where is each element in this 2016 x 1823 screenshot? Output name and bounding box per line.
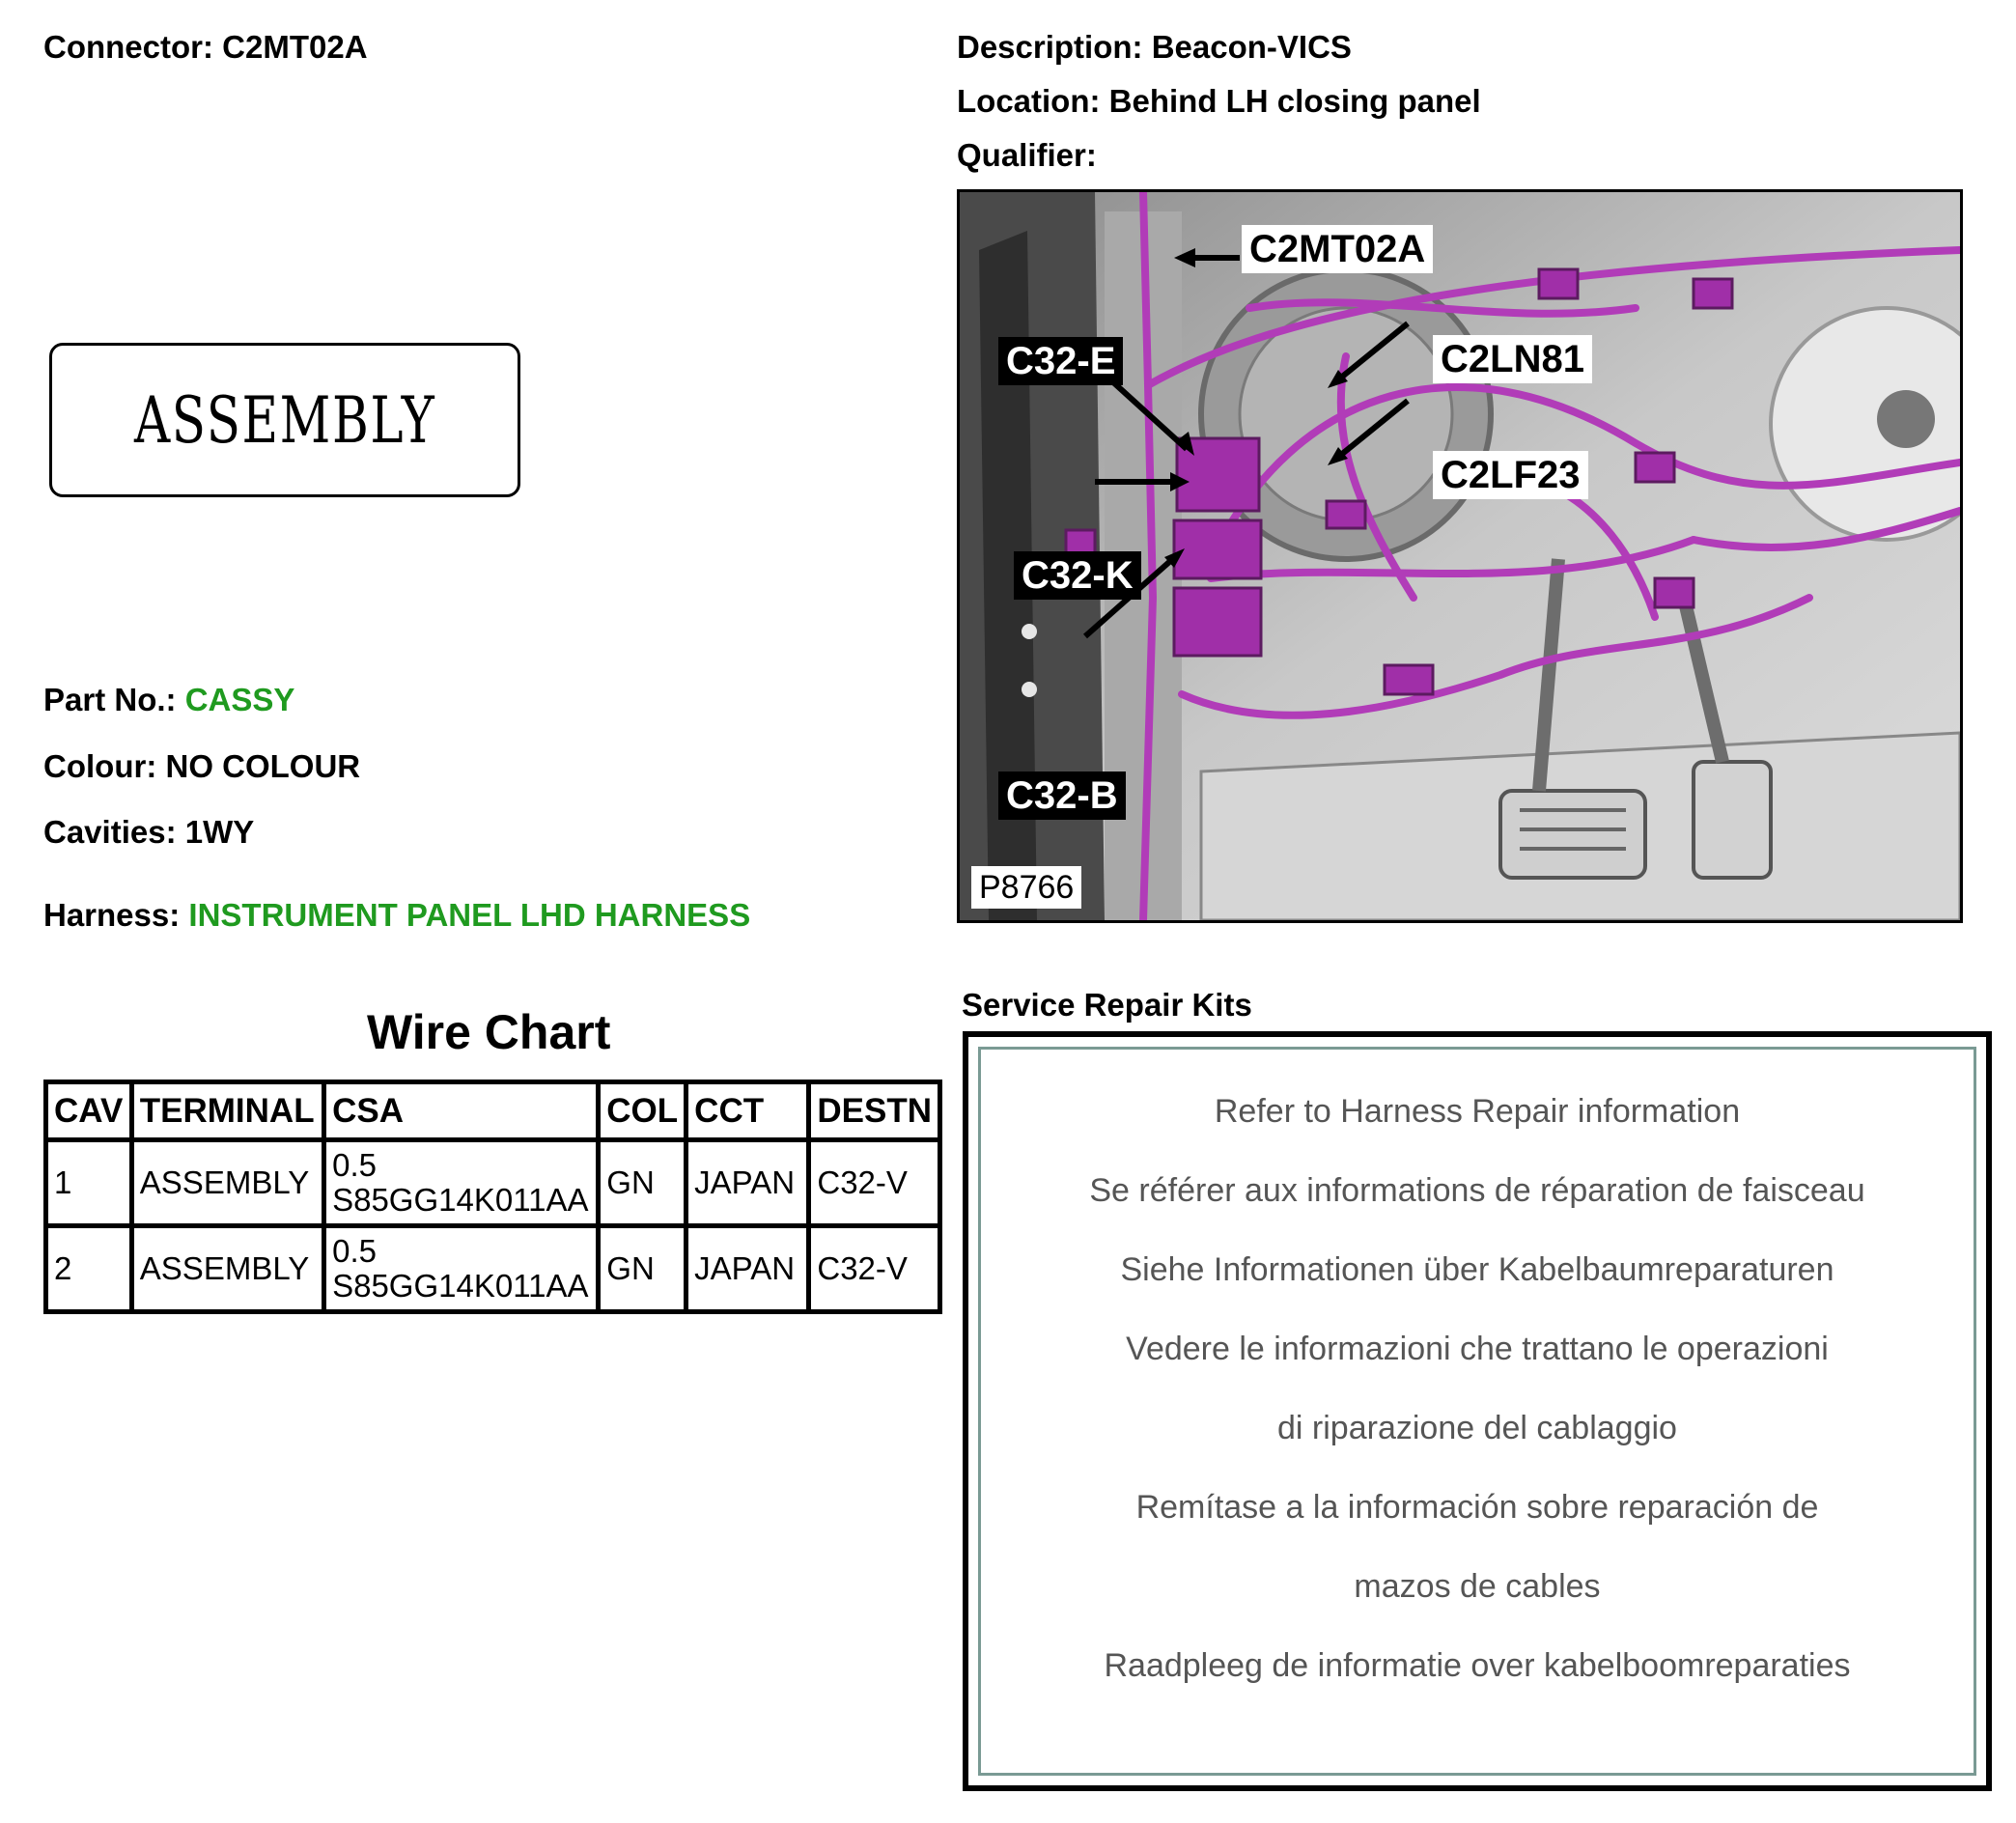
callout-c32-k: C32-K xyxy=(1014,551,1141,600)
wire-chart-header-row xyxy=(46,1082,940,1140)
part-no-value: CASSY xyxy=(184,682,295,717)
connector-label: Connector: xyxy=(43,29,213,65)
description-label: Description: xyxy=(957,29,1143,65)
service-repair-line: Siehe Informationen über Kabelbaumreparaturen xyxy=(1120,1251,1834,1288)
wire-chart-table xyxy=(43,1080,942,1314)
cell-col: GN xyxy=(599,1140,686,1226)
assembly-box xyxy=(49,343,520,497)
cavities-row xyxy=(43,814,254,851)
service-repair-line: Raadpleeg de informatie over kabelboomreparaties xyxy=(1104,1647,1851,1684)
header-terminal: TERMINAL xyxy=(131,1082,323,1140)
harness-label: Harness: xyxy=(43,897,181,933)
cell-col: GN xyxy=(599,1226,686,1312)
cell-cav: 2 xyxy=(46,1226,132,1312)
header-cav: CAV xyxy=(46,1082,132,1140)
service-repair-line: Se référer aux informations de réparation de faisceau xyxy=(1089,1172,1865,1209)
service-repair-line: Refer to Harness Repair information xyxy=(1214,1093,1741,1130)
cell-cct: JAPAN xyxy=(686,1140,809,1226)
callout-c2mt02a: C2MT02A xyxy=(1242,225,1433,273)
location-label: Location: xyxy=(957,83,1101,119)
qualifier-row xyxy=(957,137,1097,174)
assembly-label: ASSEMBLY xyxy=(133,382,436,458)
description-value: Beacon-VICS xyxy=(1151,29,1352,65)
cell-csa-size: 0.5 xyxy=(332,1233,377,1269)
cell-cct: JAPAN xyxy=(686,1226,809,1312)
cell-csa-part: S85GG14K011AA xyxy=(332,1268,589,1304)
cell-destn: C32-V xyxy=(809,1140,940,1226)
service-repair-title: Service Repair Kits xyxy=(962,987,1252,1023)
connector-location-figure xyxy=(957,189,1963,923)
callout-c32-b: C32-B xyxy=(998,771,1126,820)
cavities-value: 1WY xyxy=(184,814,255,850)
service-repair-line: di riparazione del cablaggio xyxy=(1277,1410,1677,1446)
part-no-label: Part No.: xyxy=(43,682,177,717)
cell-terminal: ASSEMBLY xyxy=(131,1226,323,1312)
connector-row xyxy=(43,29,368,66)
callout-c2lf23: C2LF23 xyxy=(1433,451,1588,499)
qualifier-label: Qualifier: xyxy=(957,137,1097,173)
service-repair-box xyxy=(963,1031,1992,1791)
service-repair-inner xyxy=(978,1047,1976,1776)
colour-label: Colour: xyxy=(43,748,157,784)
table-row xyxy=(46,1226,940,1312)
service-repair-line: Remítase a la información sobre reparación de xyxy=(1135,1489,1819,1526)
service-repair-line: Vedere le informazioni che trattano le operazioni xyxy=(1126,1331,1829,1367)
cavities-label: Cavities: xyxy=(43,814,177,850)
harness-value: INSTRUMENT PANEL LHD HARNESS xyxy=(188,897,751,933)
callout-c32-e: C32-E xyxy=(998,337,1123,385)
cell-destn: C32-V xyxy=(809,1226,940,1312)
description-row xyxy=(957,29,1352,66)
callout-c2ln81: C2LN81 xyxy=(1433,335,1592,383)
service-repair-line: mazos de cables xyxy=(1354,1568,1601,1605)
colour-row xyxy=(43,748,360,785)
figure-id: P8766 xyxy=(971,866,1081,909)
harness-row xyxy=(43,897,750,934)
cell-cav: 1 xyxy=(46,1140,132,1226)
header-cct: CCT xyxy=(686,1082,809,1140)
colour-value: NO COLOUR xyxy=(165,748,361,784)
cell-csa xyxy=(324,1226,599,1312)
location-value: Behind LH closing panel xyxy=(1108,83,1481,119)
header-col: COL xyxy=(599,1082,686,1140)
cell-csa-part: S85GG14K011AA xyxy=(332,1182,589,1218)
location-row xyxy=(957,83,1481,120)
header-csa: CSA xyxy=(324,1082,599,1140)
part-no-row xyxy=(43,682,294,718)
table-row xyxy=(46,1140,940,1226)
wire-chart-title: Wire Chart xyxy=(367,1005,611,1059)
cell-csa xyxy=(324,1140,599,1226)
connector-value: C2MT02A xyxy=(222,29,368,65)
cell-terminal: ASSEMBLY xyxy=(131,1140,323,1226)
cell-csa-size: 0.5 xyxy=(332,1147,377,1183)
header-destn: DESTN xyxy=(809,1082,940,1140)
